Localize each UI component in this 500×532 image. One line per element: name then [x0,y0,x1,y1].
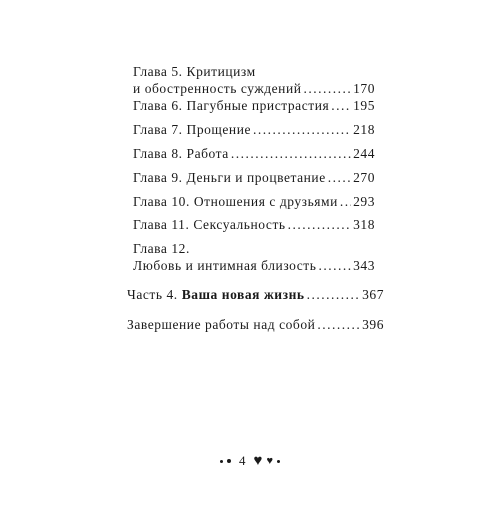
toc-entry-title: Глава 10. Отношения с друзьями [133,194,338,209]
toc-entry-title: Глава 6. Пагубные пристрастия [133,98,330,113]
toc-entry-title-line: Глава 5. Критицизм [133,64,256,79]
toc-entry-chapter-5 [133,63,375,97]
toc-entry-title: Любовь и интимная близость [133,258,317,273]
toc-entry-chapter-6 [133,97,375,114]
toc-entry-title: Глава 8. Работа [133,146,229,161]
toc-entry-chapter-12 [133,240,375,274]
leader-dots [318,257,351,274]
toc-page-number: 244 [353,146,375,161]
toc-page-number: 318 [353,217,375,232]
leader-dots [288,216,351,233]
toc-entry-chapter-10 [133,193,375,210]
toc-entry-chapter-8 [133,145,375,162]
heart-small-icon: ♥ [266,454,273,467]
toc-entry-title: Глава 9. Деньги и процветание [133,170,326,185]
toc-page-number: 396 [362,317,384,332]
toc-entry-title: Глава 11. Сексуальность [133,217,286,232]
page-number: 4 [239,453,246,468]
leader-dots [307,286,360,303]
toc-entry-chapter-7 [133,121,375,138]
toc-page-number: 343 [353,258,375,273]
heart-icon: ♥ [253,452,263,469]
toc-entry-title-line: Глава 12. [133,241,190,256]
leader-dots [331,97,351,114]
toc-entry-chapter-11 [133,216,375,233]
toc-entry-conclusion [127,316,384,333]
toc-entry-part-4 [127,286,384,303]
ornament-dot-icon [227,459,231,463]
toc-entry-title: Завершение работы над собой [127,317,316,332]
leader-dots [304,80,352,97]
toc-page-number: 170 [353,81,375,96]
leader-dots [340,193,351,210]
leader-dots [253,121,351,138]
toc-part-prefix: Часть 4. [127,287,178,302]
toc-entry-chapter-9 [133,169,375,186]
toc-part-title: Ваша новая жизнь [181,287,305,302]
toc-entry-title: и обостренность суждений [133,81,302,96]
toc-page-number: 218 [353,122,375,137]
leader-dots [328,169,351,186]
toc-page-number: 195 [353,98,375,113]
toc-page-number: 270 [353,170,375,185]
ornament-dot-icon [277,460,280,463]
toc-page-number: 293 [353,194,375,209]
ornament-dot-icon [220,460,223,463]
page-footer [0,453,500,469]
leader-dots [231,145,351,162]
toc-page-number: 367 [362,287,384,302]
leader-dots [317,316,360,333]
toc-entry-title: Глава 7. Прощение [133,122,252,137]
